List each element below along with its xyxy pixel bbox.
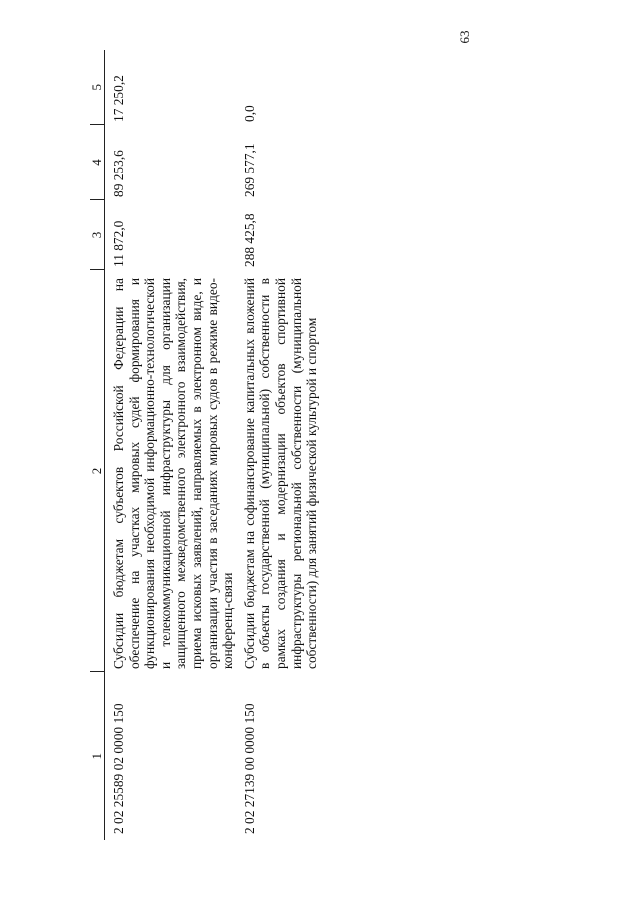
- column-header-1: 1: [90, 672, 105, 840]
- page-number: 63: [457, 30, 472, 44]
- table-header-row: [90, 50, 105, 840]
- column-header-2: 2: [90, 270, 105, 672]
- column-header-3: 3: [90, 200, 105, 270]
- budget-code-cell: 2 02 25589 02 0000 150: [111, 703, 126, 834]
- column-header-5: 5: [90, 50, 105, 125]
- budget-code-cell: 2 02 27139 00 0000 150: [241, 703, 257, 834]
- column-header-4: 4: [90, 125, 105, 200]
- value-cell-col4: 89 253,6: [111, 150, 126, 197]
- value-cell-col3: 288 425,8: [241, 213, 257, 267]
- description-cell: Субсидии бюджетам субъектов Российской Федерации на обеспечение на участках мировых судей формирования и функционирования необходимой информационно-технологической и телекоммуникационной инфраструктуры для организации защищенного межведомственного электронного взаимодействия, приема исковых заявлений, направляемых в электронном виде, и организации участия в заседаниях мировых судов в режиме видео-конференц-связи: [111, 278, 236, 669]
- value-cell-col5: 17 250,2: [111, 75, 126, 122]
- table-row: [238, 50, 322, 840]
- table-row: [105, 50, 238, 840]
- description-cell: Субсидии бюджетам на софинансирование капитальных вложений в объекты государственной (муниципальной) собственности в рамках создания и модернизации объектов спортивной инфраструктуры региональной собственности (муниципальной собственности) для занятий физической культурой и спортом: [241, 278, 320, 669]
- budget-table-sheet: [90, 50, 340, 840]
- budget-table: [90, 50, 322, 840]
- value-cell-col3: 11 872,0: [111, 220, 126, 267]
- value-cell-col5: 0,0: [241, 105, 257, 122]
- value-cell-col4: 269 577,1: [241, 143, 257, 197]
